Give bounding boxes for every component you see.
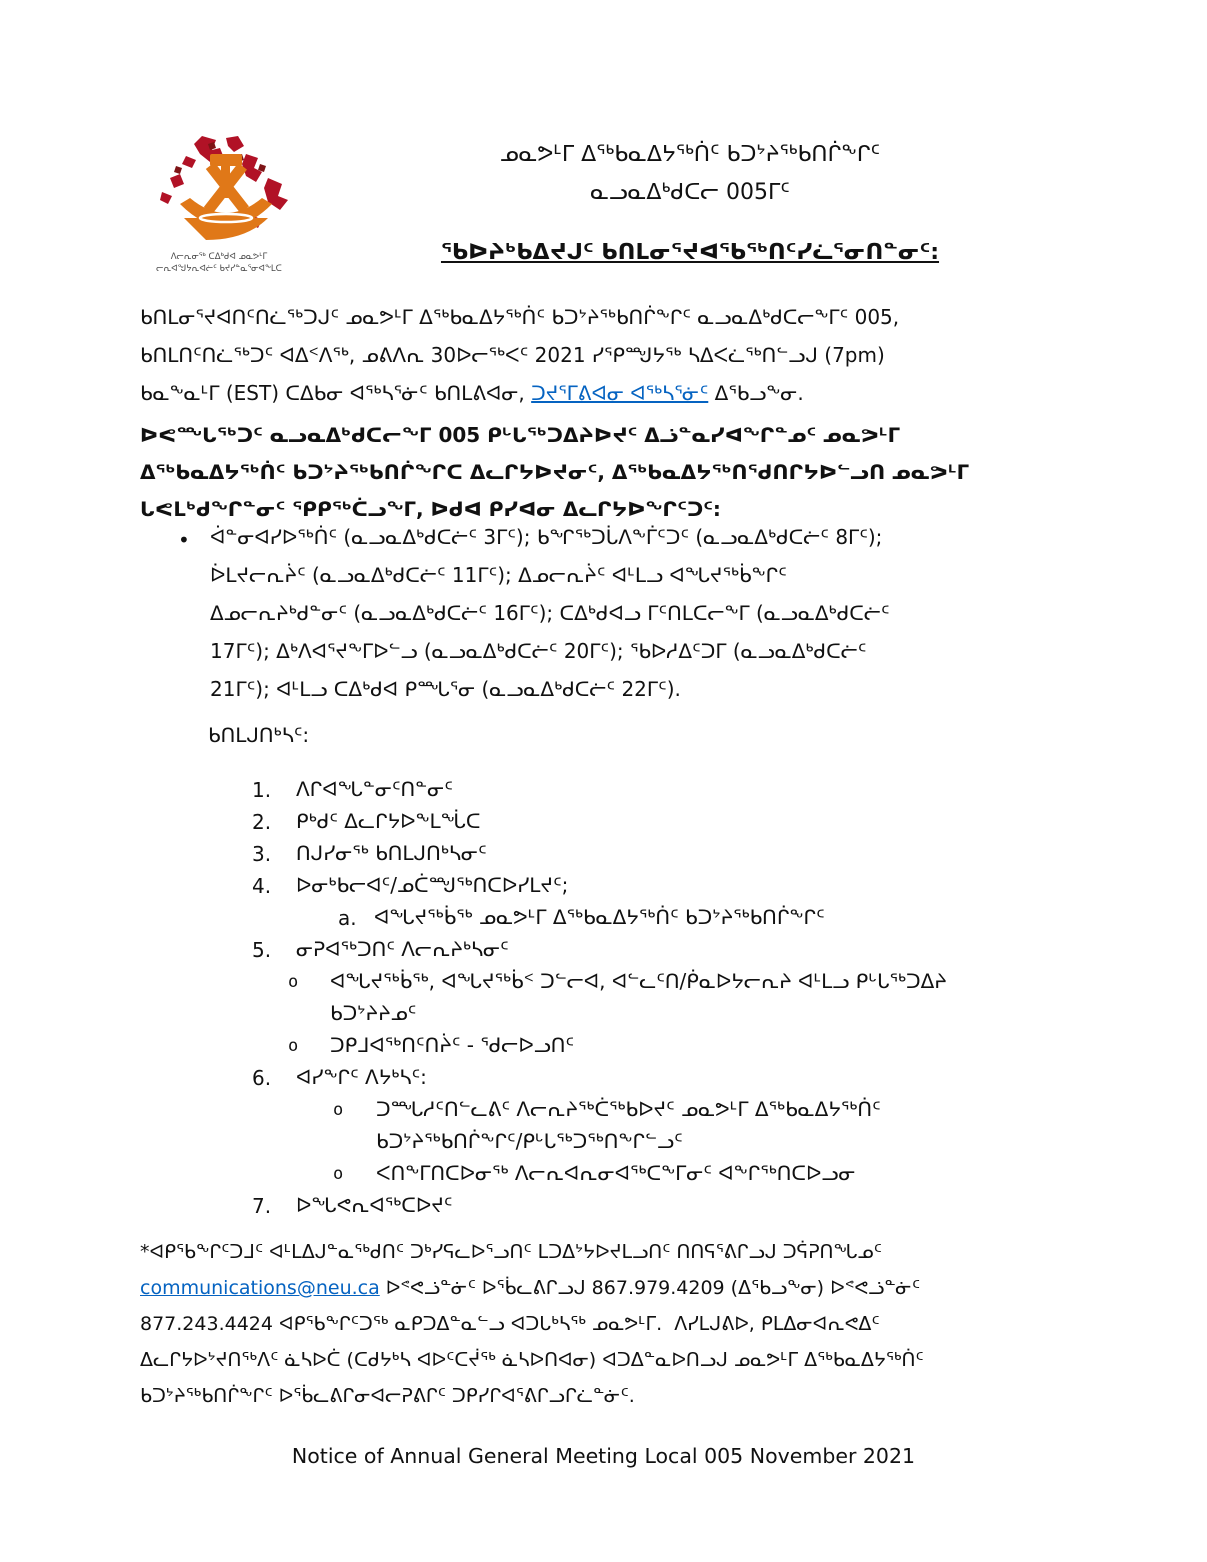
agenda-item-5: ᓂᕈᐊᖅᑐᑎᑦ ᐱᓕᕆᔨᒃᓴᓂᑦ: [296, 937, 509, 961]
intro-line3-post: ᐃᖃᓗᖕᓂ.: [708, 381, 804, 405]
eligibility-line3: ᒐᕙᒪᒃᑯᖕᒋᓐᓂᑦ ᕿᑭᖅᑖᓗᖕᒥ, ᐅᑯᐊ ᑭᓯᐊᓂ ᐃᓚᒋᔭᐅᖕᒋᑦᑐᑦ:: [140, 497, 721, 521]
agenda-item-4a: ᐊᖓᔪᖅᑳᖅ ᓄᓇᕗᒻᒥ ᐃᖅᑲᓇᐃᔭᖅᑏᑦ ᑲᑐᔾᔨᖅᑲᑎᒌᖕᒋᑦ: [374, 905, 825, 929]
agenda-item-4: ᐅᓂᒃᑲᓕᐊᑦ/ᓄᑖᙳᖅᑎᑕᐅᓯᒪᔪᑦ;: [296, 873, 569, 897]
contact-note-line4: ᐃᓚᒋᔭᐅᔾᔪᑎᖅᐱᑦ ᓈᓴᐅᑖ (ᑕᑯᔭᒃᓴ ᐊᐅᑦᑕᔫᖅ ᓈᓴᐅᑎᐊᓂ) ᐊᑐᐃᓐᓇᐅᑎᓗᒍ ᓄᓇᕗᒻᒥ ᐃᖅᑲᓇᐃᔭᖅᑏᑦ: [140, 1349, 924, 1371]
excluded-line1: ᐋᓐᓂᐊᓯᐅᖅᑏᑦ (ᓇᓗᓇᐃᒃᑯᑕᓖᑦ 3ᒥᑦ); ᑲᖏᖅᑐᒑᐱᖕᒦᑦᑐᑦ (ᓇᓗᓇᐃᒃᑯᑕᓖᑦ 8ᒥᑦ);: [210, 525, 883, 549]
agenda-item-6o1-cont: ᑲᑐᔾᔨᖅᑲᑎᒌᖕᒋᑦ/ᑭᒡᒐᖅᑐᖅᑎᖕᒋᓪᓗᑦ: [376, 1129, 683, 1153]
agenda-item-1: ᐱᒋᐊᖓᓐᓂᑦᑎᓐᓂᑦ: [296, 777, 453, 801]
contact-note-line1: *ᐊᑭᖃᖕᒋᑦᑐᒧᑦ ᐊᒻᒪᐃᒍᓐᓇᖅᑯᑎᑦ ᑐᒃᓯᕋᓚᐅᕐᓗᑎᑦ ᒪᑐᐃᔾᔭᐅᔪᒪᓗᑎᑦ ᑎᑎᕋᕐᕕᒋᓗᒍ ᑐᕌᕈᑎᖓᓄᑦ: [140, 1241, 882, 1263]
agenda-item-6o1-marker: o: [333, 1100, 344, 1120]
agenda-item-2-marker: 2.: [252, 810, 272, 834]
neu-logo: [150, 134, 302, 250]
agenda-item-5o2-marker: o: [288, 1036, 299, 1056]
agenda-item-7-marker: 7.: [252, 1194, 272, 1218]
contact-note-line2-rest: ᐅᕝᕙᓘᓐᓃᑦ ᐅᖄᓚᕕᒋᓗᒍ 867.979.4209 (ᐃᖃᓗᖕᓂ) ᐅᕝᕙᓘᓐᓃᑦ: [379, 1277, 921, 1299]
contact-note-line3: 877.243.4424 ᐊᑭᖃᖕᒋᑦᑐᖅ ᓇᑭᑐᐃᓐᓇᓪᓗ ᐊᑐᒐᒃᓴᖅ ᓄᓇᕗᒻᒥ. ᐱᓯᒪᒍᕕᐅ, ᑭᒪᐃᓂᐊᕆᕙᐃᑦ: [140, 1313, 880, 1335]
excluded-line4: 17ᒥᑦ); ᐃᒃᐱᐊᕐᔪᖕᒥᐅᓪᓗ (ᓇᓗᓇᐃᒃᑯᑕᓖᑦ 20ᒥᑦ); ᖃᐅᓱᐃᑦᑐᒥ (ᓇᓗᓇᐃᒃᑯᑕᓖᑦ: [210, 639, 867, 663]
agenda-item-6o2: ᐸᑎᖕᒥᑎᑕᐅᓂᖅ ᐱᓕᕆᐊᕆᓂᐊᖅᑕᖕᒥᓂᑦ ᐊᖕᒋᖅᑎᑕᐅᓗᓂ: [376, 1161, 856, 1185]
org-name-line1: ᓄᓇᕗᒻᒥ ᐃᖅᑲᓇᐃᔭᖅᑏᑦ ᑲᑐᔾᔨᖅᑲᑎᒌᖕᒋᑦ: [499, 142, 881, 167]
bullet-marker: •: [178, 528, 190, 552]
agenda-item-6o2-marker: o: [333, 1164, 344, 1184]
eligibility-line1: ᐅᕙᙵᖅᑐᑦ ᓇᓗᓇᐃᒃᑯᑕᓕᖕᒥ 005 ᑭᒡᒐᖅᑐᐃᔨᐅᔪᑦ ᐃᓘᓐᓇᓯᐊᖕᒋᓐᓄᑦ ᓄᓇᕗᒻᒥ: [140, 423, 901, 447]
eligibility-line2: ᐃᖅᑲᓇᐃᔭᖅᑏᑦ ᑲᑐᔾᔨᖅᑲᑎᒌᖕᒋᑕ ᐃᓚᒋᔭᐅᔪᓂᑦ, ᐃᖅᑲᓇᐃᔭᖅᑎᖁᑎᒋᔭᐅᓪᓗᑎ ᓄᓇᕗᒻᒥ: [140, 460, 970, 484]
footer-english-title: Notice of Annual General Meeting Local 005 November 2021: [291, 1444, 916, 1468]
excluded-line3: ᐃᓄᓕᕆᔨᒃᑯᓐᓂᑦ (ᓇᓗᓇᐃᒃᑯᑕᓖᑦ 16ᒥᑦ); ᑕᐃᒃᑯᐊᓗ ᒥᑦᑎᒪᑕᓕᖕᒥ (ᓇᓗᓇᐃᒃᑯᑕᓖᑦ: [210, 601, 890, 625]
agenda-item-5o2: ᑐᑭᒧᐊᖅᑎᑦᑎᔩᑦ - ᖁᓕᐅᓗᑎᑦ: [330, 1033, 575, 1057]
contact-note-line5: ᑲᑐᔾᔨᖅᑲᑎᒌᖕᒋᑦ ᐅᖄᓚᕕᒋᓂᐊᓕᕈᕕᒋᑦ ᑐᑭᓯᒋᐊᕐᕕᒋᓗᒋᓛᓐᓃᑦ.: [140, 1385, 635, 1407]
excluded-line5: 21ᒥᑦ); ᐊᒻᒪᓗ ᑕᐃᒃᑯᐊ ᑭᙵᕐᓂ (ᓇᓗᓇᐃᒃᑯᑕᓖᑦ 22ᒥᑦ).: [210, 677, 681, 701]
agenda-item-2: ᑭᒃᑯᑦ ᐃᓚᒋᔭᐅᖕᒪᖔᑕ: [296, 809, 481, 833]
agenda-item-1-marker: 1.: [252, 778, 272, 802]
venue-link[interactable]: ᑐᔪᕐᒥᕕᐊᓂ ᐊᖅᓴᕐᓃᑦ: [531, 381, 709, 405]
agenda-item-5o1-cont: ᑲᑐᔾᔨᔨᓄᑦ: [330, 1001, 417, 1025]
intro-line3-pre: ᑲᓇᖕᓇᒻᒥ (EST) ᑕᐃᑲᓂ ᐊᖅᓴᕐᓃᑦ ᑲᑎᒪᕕᐊᓂ,: [140, 381, 532, 405]
agenda-item-5o1: ᐊᖓᔪᖅᑳᖅ, ᐊᖓᔪᖅᑳᑉ ᑐᓪᓕᐊ, ᐊᓪᓚᑦᑎ/ᑮᓇᐅᔭᓕᕆᔨ ᐊᒻᒪᓗ ᑭᒡᒐᖅᑐᐃᔨ: [330, 969, 947, 993]
agenda-item-4a-marker: a.: [338, 906, 357, 930]
logo-caption-line2: ᓕᕆᐊᖑᔭᕆᐊᓖᑦ ᑲᔪᓯᓐᓇᕐᓂᐊᖕᒪᑕ: [156, 264, 282, 274]
agenda-item-5-marker: 5.: [252, 938, 272, 962]
agenda-item-3: ᑎᒍᓯᓂᖅ ᑲᑎᒪᒍᑎᒃᓴᓂᑦ: [296, 841, 487, 865]
intro-line1: ᑲᑎᒪᓂᕐᔪᐊᑎᑦᑎᓛᖅᑐᒍᑦ ᓄᓇᕗᒻᒥ ᐃᖅᑲᓇᐃᔭᖅᑏᑦ ᑲᑐᔾᔨᖅᑲᑎᒌᖕᒋᑦ ᓇᓗᓇᐃᒃᑯᑕᓕᖕᒥᑦ 005,: [140, 305, 900, 329]
notice-heading: ᖃᐅᔨᒃᑲᐃᔪᒍᑦ ᑲᑎᒪᓂᕐᔪᐊᖃᖅᑎᑦᓯᓛᕐᓂᑎᓐᓂᑦ:: [440, 240, 940, 265]
logo-caption-line1: ᐱᓕᕆᓂᖅ ᑕᐃᒃᑯᐊ ᓄᓇᕗᒻᒥ: [170, 252, 268, 262]
agenda-item-5o1-marker: o: [288, 972, 299, 992]
agenda-item-3-marker: 3.: [252, 842, 272, 866]
agenda-item-6: ᐊᓯᖕᒋᑦ ᐱᔭᒃᓴᑦ:: [296, 1065, 427, 1089]
intro-line2: ᑲᑎᒪᑎᑦᑎᓛᖅᑐᑦ ᐊᐃᑉᐱᖅ, ᓄᕕᐱᕆ 30ᐅᓕᖅᐸᑦ 2021 ᓯᕿᙳᔭᖅ ᓴᐃᐸᓛᖅᑎᓪᓗᒍ (7pm): [140, 343, 885, 367]
intro-line3: [140, 382, 804, 405]
org-name-line2: ᓇᓗᓇᐃᒃᑯᑕᓕ 005ᒥᑦ: [590, 180, 790, 205]
email-link[interactable]: communications@neu.ca: [140, 1277, 380, 1299]
agenda-item-4-marker: 4.: [252, 874, 272, 898]
agenda-title: ᑲᑎᒪᒍᑎᒃᓴᑦ:: [208, 723, 310, 747]
contact-note-line2: [140, 1278, 920, 1300]
excluded-line2: ᐆᒪᔪᓕᕆᔩᑦ (ᓇᓗᓇᐃᒃᑯᑕᓖᑦ 11ᒥᑦ); ᐃᓄᓕᕆᔩᑦ ᐊᒻᒪᓗ ᐊᖓᔪᖅᑳᖕᒋᑦ: [210, 563, 787, 587]
agenda-item-6o1: ᑐᙵᓱᑦᑎᓪᓚᕕᑦ ᐱᓕᕆᔨᖅᑖᖅᑲᐅᔪᑦ ᓄᓇᕗᒻᒥ ᐃᖅᑲᓇᐃᔭᖅᑏᑦ: [376, 1097, 881, 1121]
agenda-item-7: ᐅᖓᕙᕆᐊᖅᑕᐅᔪᑦ: [296, 1193, 453, 1217]
agenda-item-6-marker: 6.: [252, 1066, 272, 1090]
